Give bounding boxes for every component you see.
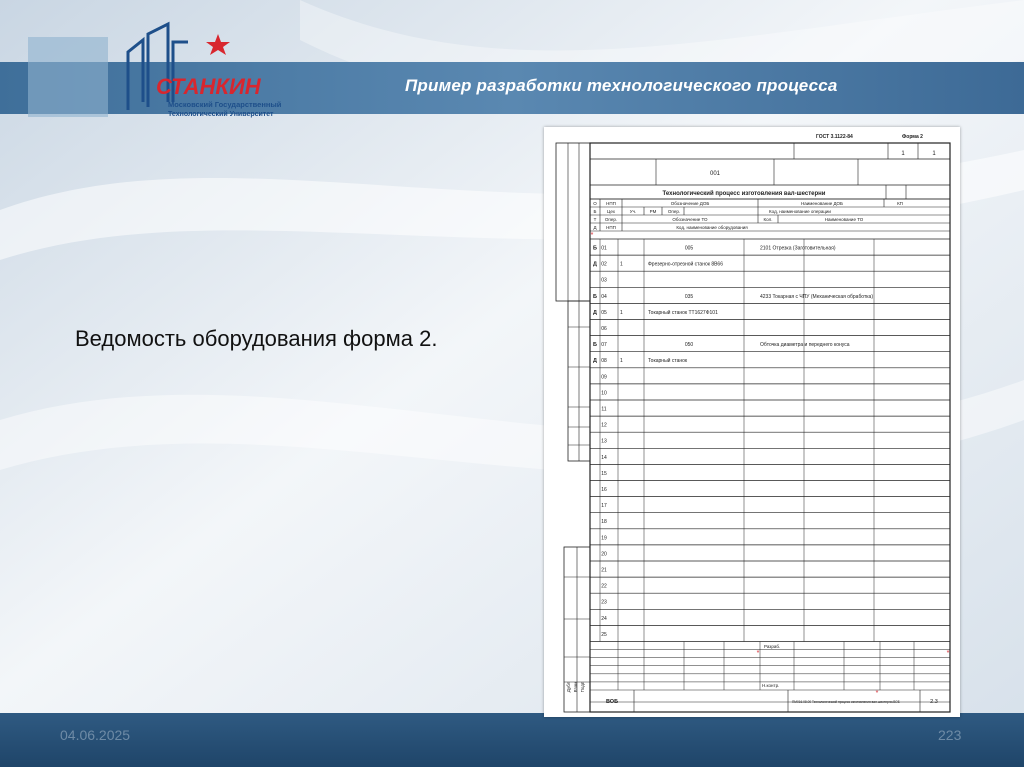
- footer-side-label: Дубл: [566, 681, 571, 693]
- logo-line2: Технологический Университет: [168, 111, 274, 118]
- form-standard: ГОСТ 3.1122-84: [816, 134, 853, 140]
- left-strip-upper: [556, 143, 590, 301]
- hdr-text: РМ: [649, 209, 657, 214]
- red-mark: *: [875, 690, 879, 697]
- row-description: Обточка диаметра и переднего конуса: [760, 342, 850, 349]
- footer-nkontr: Н.контр.: [762, 683, 780, 688]
- row-type: Б: [593, 245, 597, 252]
- row-number: 12: [601, 422, 607, 429]
- hdr-code: Д: [593, 225, 597, 230]
- row-number: 10: [601, 390, 607, 397]
- hdr-text: Код, наименование операции: [769, 209, 831, 214]
- hdr-text: Опер.: [667, 209, 681, 214]
- hdr-text: Обозначение ТО: [672, 217, 708, 222]
- footer-side-label: Взам: [573, 681, 578, 693]
- footer-razrab: Разраб.: [764, 644, 781, 650]
- red-mark: *: [590, 232, 594, 239]
- hdr-text: Наименование ДОБ: [801, 201, 843, 206]
- footer-date: 04.06.2025: [60, 727, 131, 743]
- row-operation: 050: [684, 342, 694, 349]
- logo-line1: Московский Государственный: [168, 100, 282, 109]
- hdr-text: Кол.: [763, 217, 773, 222]
- footer-doc-ref: ПМ016.08.00 Технологический процесс изготовления вал-шестерни.ВОБ: [792, 700, 900, 704]
- footer-code: ВОБ: [605, 699, 619, 705]
- row-number: 17: [601, 503, 607, 510]
- form-doc-title: Технологический процесс изготовления вал-шестерни: [662, 191, 826, 197]
- form-doc-number: 001: [709, 171, 721, 177]
- hdr-text: Код, наименование оборудования: [676, 225, 748, 230]
- row-description: 4233 Токарная с ЧПУ (Механическая обработка): [760, 293, 874, 300]
- logo-name: СТАНКИН: [156, 74, 261, 99]
- row-type: Д: [593, 358, 597, 365]
- stankin-logo: [18, 12, 288, 127]
- row-number: 09: [601, 374, 607, 381]
- hdr-code: Т: [593, 217, 597, 222]
- row-description: 2101 Отрезка (Заготовительная): [760, 245, 836, 252]
- hdr-text: НПП: [606, 201, 616, 206]
- row-number: 03: [601, 277, 607, 284]
- row-description: Токарный станок: [648, 358, 688, 365]
- row-number: 24: [601, 615, 607, 622]
- hdr-text: Наименование ТО: [824, 217, 864, 222]
- row-number: 16: [601, 487, 607, 493]
- form-label: Форма 2: [902, 134, 923, 140]
- row-qty: 1: [620, 309, 623, 316]
- row-number: 19: [601, 535, 607, 542]
- hdr-code: Б: [593, 209, 597, 214]
- row-number: 25: [601, 631, 607, 638]
- hdr-text: Опер.: [604, 217, 618, 222]
- footer-side-label: Подп: [580, 681, 585, 693]
- row-type: Б: [593, 293, 597, 300]
- row-operation: 035: [684, 293, 694, 300]
- row-number: 05: [601, 309, 607, 316]
- page-number: 223: [938, 727, 962, 743]
- row-number: 23: [601, 599, 607, 606]
- row-number: 06: [601, 326, 607, 332]
- row-number: 20: [601, 551, 607, 558]
- row-type: Д: [593, 309, 597, 316]
- row-description: Фрезерно-отрезной станок 8В66: [648, 261, 723, 268]
- row-number: 04: [601, 293, 607, 300]
- red-mark: *: [946, 650, 950, 657]
- footer-page: 2.3: [930, 699, 938, 705]
- equipment-form-document: [544, 127, 960, 717]
- row-number: 08: [601, 358, 607, 365]
- row-number: 22: [601, 583, 607, 590]
- hdr-text: НПП: [606, 225, 616, 230]
- hdr-code: О: [593, 201, 597, 206]
- form-sheet: [544, 127, 960, 717]
- hdr-text: Уч.: [629, 209, 637, 214]
- row-number: 02: [601, 261, 607, 268]
- hdr-text: КП: [897, 201, 903, 206]
- row-number: 11: [601, 406, 607, 413]
- row-number: 13: [601, 438, 607, 445]
- row-type: Б: [593, 342, 597, 349]
- hdr-text: Цех: [607, 209, 615, 214]
- row-operation: 005: [684, 245, 694, 252]
- hdr-text: Обозначение ДОБ: [670, 201, 710, 206]
- body-text: Ведомость оборудования форма 2.: [75, 326, 438, 351]
- form-sheet-number: 1: [901, 151, 905, 157]
- row-number: 15: [601, 470, 607, 477]
- row-type: Д: [593, 261, 597, 268]
- row-number: 18: [601, 519, 607, 526]
- row-number: 14: [601, 454, 607, 461]
- red-mark: *: [756, 650, 760, 657]
- row-qty: 1: [620, 358, 623, 365]
- slide-title: Пример разработки технологического процесса: [405, 76, 838, 95]
- row-qty: 1: [620, 261, 623, 268]
- row-number: 21: [601, 567, 607, 574]
- form-sheets-total: 1: [932, 151, 936, 157]
- row-number: 07: [601, 342, 607, 349]
- row-number: 01: [601, 245, 607, 252]
- row-description: Токарный станок ТТ1627Ф101: [648, 309, 718, 316]
